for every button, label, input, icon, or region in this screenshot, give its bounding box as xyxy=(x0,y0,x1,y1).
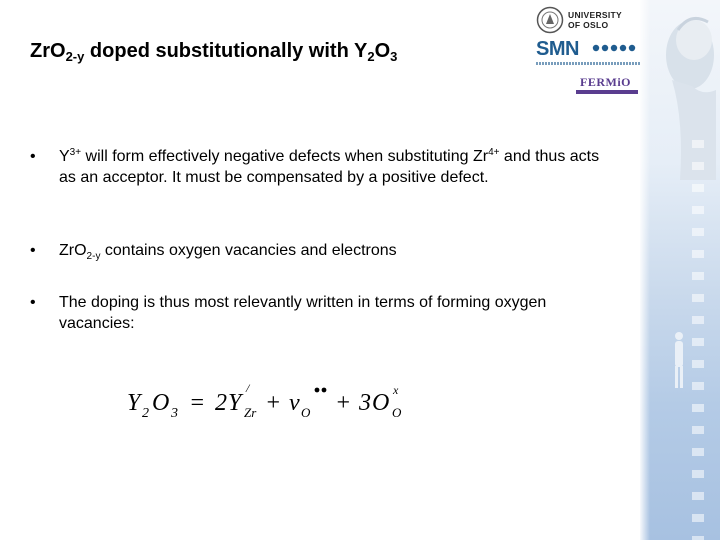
eq-coef-3: 3 xyxy=(359,390,371,416)
equation-graphic xyxy=(125,380,425,425)
eq-equals: = xyxy=(189,390,206,416)
statue-head-image xyxy=(654,0,716,180)
uio-line-2: OF OSLO xyxy=(568,20,609,30)
title-part: ZrO xyxy=(30,40,66,62)
bullet-text-part: and thus acts as an acceptor. It must be compensated by a positive defect. xyxy=(59,148,600,186)
eq-o-sub: O xyxy=(392,405,402,420)
bullet-marker: • xyxy=(30,148,36,165)
uio-seal-logo xyxy=(536,6,564,34)
bullet-text xyxy=(59,146,604,188)
eq-v-sub: O xyxy=(301,405,311,420)
eq-y-sup: / xyxy=(246,381,250,395)
title-part: O xyxy=(374,40,391,62)
bullet-text-part: will form effectively negative defects when substituting Zr xyxy=(81,148,489,165)
eq-lhs-y-sub: 2 xyxy=(142,406,149,421)
eq-lhs-o: O xyxy=(152,390,170,416)
fermio-logo xyxy=(576,72,638,94)
doping-equation xyxy=(125,380,425,425)
fermio-underline xyxy=(576,90,638,94)
eq-plus-2: + xyxy=(335,390,352,416)
eq-y: Y xyxy=(228,390,242,416)
institution-logos xyxy=(530,4,640,100)
title-subscript: 2 xyxy=(367,49,375,64)
eq-o: O xyxy=(372,390,390,416)
eq-plus-1: + xyxy=(265,390,282,416)
uio-logo-text xyxy=(568,10,622,30)
uio-line-1: UNIVERSITY xyxy=(568,10,623,20)
bullet-text xyxy=(59,240,604,261)
bullet-marker: • xyxy=(30,242,36,259)
bullet-superscript: 4+ xyxy=(488,147,500,158)
smn-logo: SMN xyxy=(536,38,579,60)
title-subscript: 2-y xyxy=(65,49,85,64)
bullet-text-part: ZrO xyxy=(59,242,87,259)
title-subscript: 3 xyxy=(390,49,398,64)
bullet-text-part: contains oxygen vacancies and electrons xyxy=(100,242,397,259)
eq-lhs-o-sub: 3 xyxy=(171,406,178,421)
eq-v: v xyxy=(289,390,300,416)
eq-o-sup: x xyxy=(393,383,399,397)
title-part: doped substitutionally with Y xyxy=(84,40,368,62)
bullet-superscript: 3+ xyxy=(69,147,82,158)
smn-subtitle-line xyxy=(536,62,640,65)
eq-v-charge-dot-1 xyxy=(315,388,320,393)
bullet-marker: • xyxy=(30,294,36,311)
bullet-text-part: Y xyxy=(59,148,70,165)
eq-y-sub: Zr xyxy=(244,405,257,420)
bullet-subscript: 2-y xyxy=(86,251,101,262)
slide-title xyxy=(30,40,397,64)
eq-lhs-y: Y xyxy=(127,390,141,416)
standing-figure-image xyxy=(670,330,688,390)
eq-v-charge-dot-2 xyxy=(322,388,327,393)
decorative-sidebar xyxy=(640,0,720,540)
fermio-logo-text: FERMiO xyxy=(580,75,631,89)
smn-dots-icon xyxy=(592,44,636,52)
bullet-text: The doping is thus most relevantly written in terms of forming oxygen vacancies: xyxy=(59,294,547,332)
sidebar-fade xyxy=(640,0,650,540)
sidebar-stripes xyxy=(692,140,704,540)
eq-coef-2: 2 xyxy=(215,390,227,416)
